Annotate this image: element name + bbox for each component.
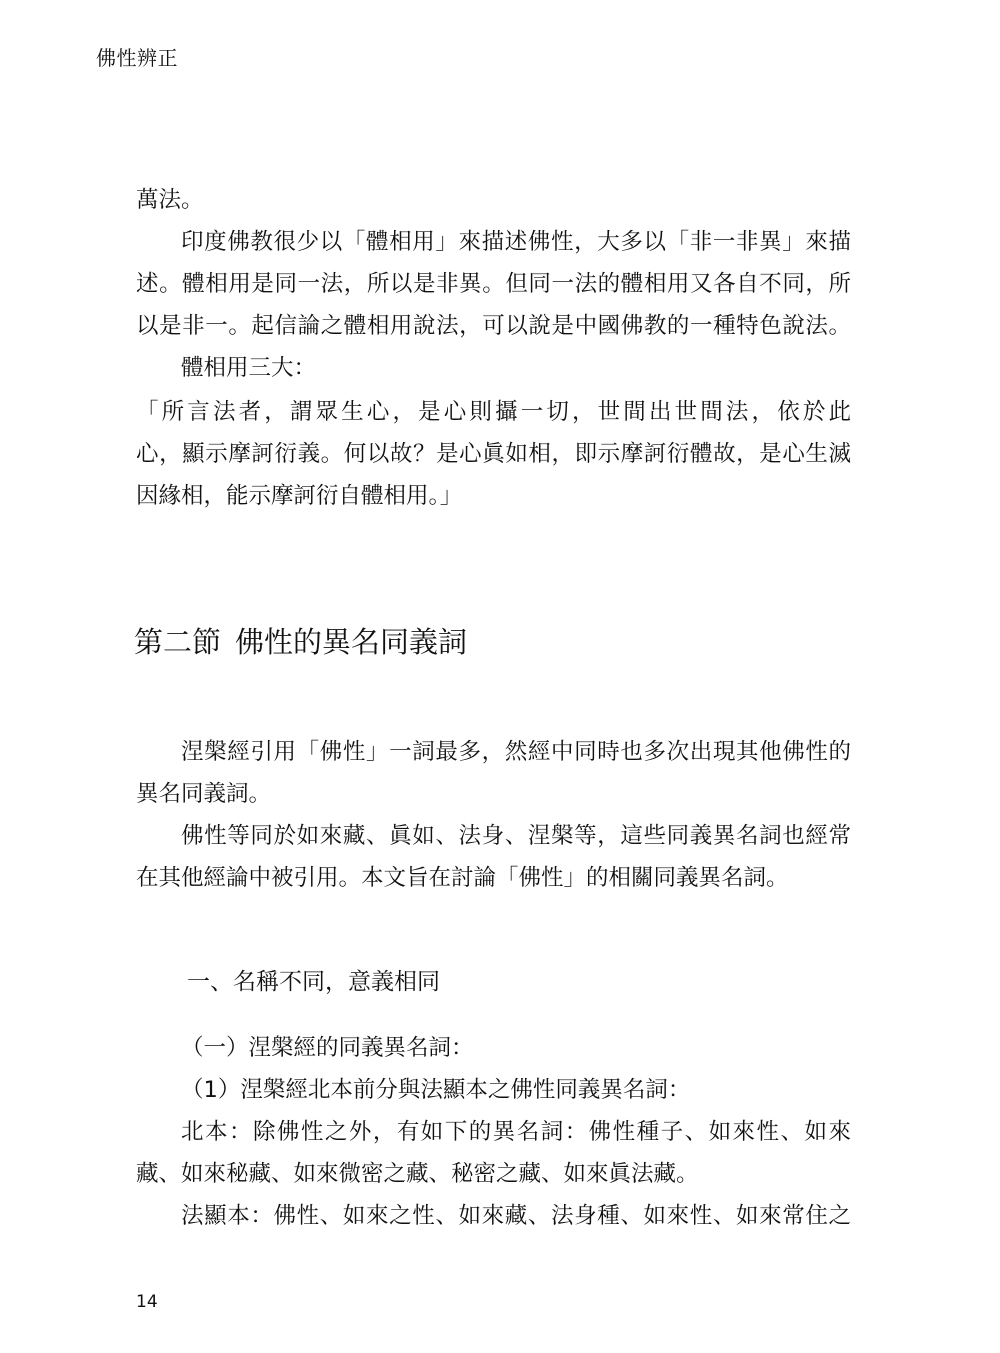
paragraph-line: 法顯本：佛性、如來之性、如來藏、法身種、如來性、如來常住之 (181, 1203, 851, 1229)
paragraph-line: 體相用三大： (181, 355, 317, 381)
paragraph-line: 北本：除佛性之外，有如下的異名詞：佛性種子、如來性、如來 (181, 1119, 851, 1145)
list-heading: （一）涅槃經的同義異名詞： (181, 1035, 474, 1061)
subsection-heading: 一、名稱不同，意義相同 (187, 969, 440, 995)
paragraph-line: 涅槃經引用「佛性」一詞最多，然經中同時也多次出現其他佛性的 (181, 739, 851, 765)
running-header: 佛性辨正 (96, 46, 178, 70)
paragraph-line: 在其他經論中被引用。本文旨在討論「佛性」的相關同義異名詞。 (136, 865, 789, 891)
quote-line: 「所言法者，謂眾生心，是心則攝一切，世間出世間法，依於此 (136, 399, 851, 425)
paragraph-line: 以是非一。起信論之體相用說法，可以說是中國佛教的一種特色說法。 (136, 313, 851, 339)
quote-line: 因緣相，能示摩訶衍自體相用。」 (136, 483, 463, 509)
paragraph-line: 印度佛教很少以「體相用」來描述佛性，大多以「非一非異」來描 (181, 229, 851, 255)
list-heading: （1）涅槃經北本前分與法顯本之佛性同義異名詞： (181, 1077, 691, 1103)
paragraph-line: 藏、如來秘藏、如來微密之藏、秘密之藏、如來眞法藏。 (136, 1161, 699, 1187)
section-heading (134, 620, 467, 664)
paragraph-line: 佛性等同於如來藏、眞如、法身、涅槃等，這些同義異名詞也經常 (181, 823, 851, 849)
section-title: 佛性的異名同義詞 (235, 625, 468, 659)
quote-line: 心，顯示摩訶衍義。何以故？是心眞如相，即示摩訶衍體故，是心生滅 (136, 441, 851, 467)
page-number: 14 (136, 1292, 158, 1312)
paragraph-line: 萬法。 (136, 187, 204, 213)
section-number: 第二節 (134, 625, 222, 659)
paragraph-line: 異名同義詞。 (136, 781, 272, 807)
paragraph-line: 述。體相用是同一法，所以是非異。但同一法的體相用又各自不同，所 (136, 271, 851, 297)
